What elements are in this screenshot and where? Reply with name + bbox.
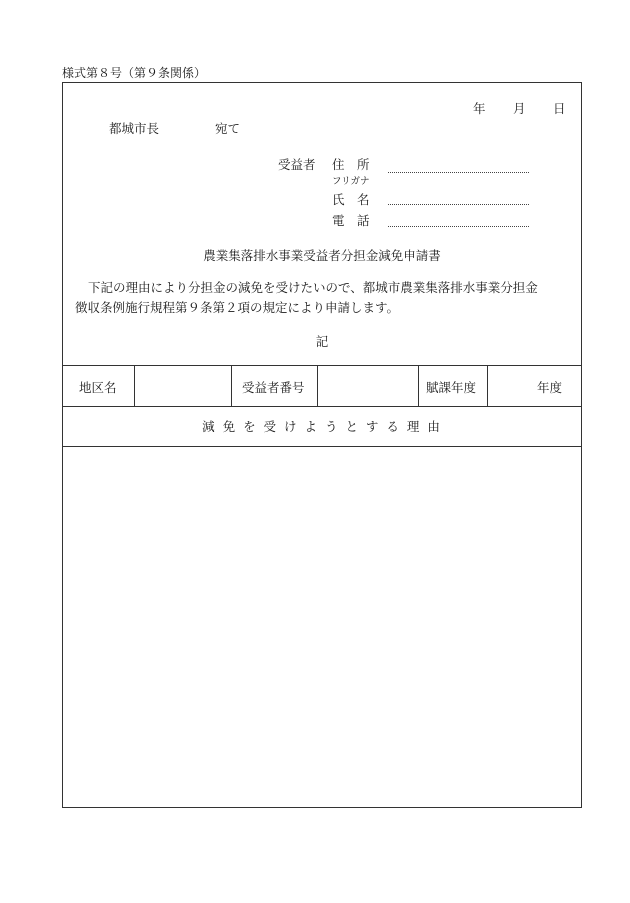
date-year-label: 年 [473,101,486,116]
table-row-divider [63,406,581,407]
furigana-label: フリガナ [332,176,370,187]
reason-header: 減 免 を 受 け よ う と す る 理 由 [202,419,442,434]
body-line-2: 徴収条例施行規程第９条第２項の規定により申請します。 [75,300,400,315]
reason-text-area[interactable] [71,455,571,795]
ki-marker: 記 [315,334,329,349]
name-field[interactable] [388,204,529,205]
district-label: 地区名 [79,380,117,395]
address-label: 住 所 [332,157,370,172]
beneficiary-number-label: 受益者番号 [242,380,305,395]
applicant-role: 受益者 [278,157,316,172]
form-number: 様式第８号（第９条関係） [62,66,207,80]
date-month-label: 月 [513,101,526,116]
table-top-border [63,365,581,366]
table-col-divider-5 [487,365,488,406]
fiscal-year-input[interactable]: 年度 [537,380,563,395]
body-line-1: 下記の理由により分担金の減免を受けたいので、都城市農業集落排水事業分担金 [88,280,538,295]
address-field[interactable] [388,172,529,173]
document-title: 農業集落排水事業受益者分担金減免申請書 [203,248,441,263]
table-col-divider-2 [231,365,232,406]
table-col-divider-4 [418,365,419,406]
table-col-divider-3 [317,365,318,406]
date-day-label: 日 [553,101,566,116]
table-col-divider-1 [134,365,135,406]
application-form [62,82,582,808]
body-text [75,278,575,318]
fiscal-year-label: 賦課年度 [426,380,477,395]
addressee-suffix: 宛て [215,121,241,136]
phone-label: 電 話 [332,213,370,228]
reason-header-bottom-border [63,446,581,447]
addressee-mayor: 都城市長 [109,121,160,136]
name-label: 氏 名 [332,192,370,207]
phone-field[interactable] [388,226,529,227]
